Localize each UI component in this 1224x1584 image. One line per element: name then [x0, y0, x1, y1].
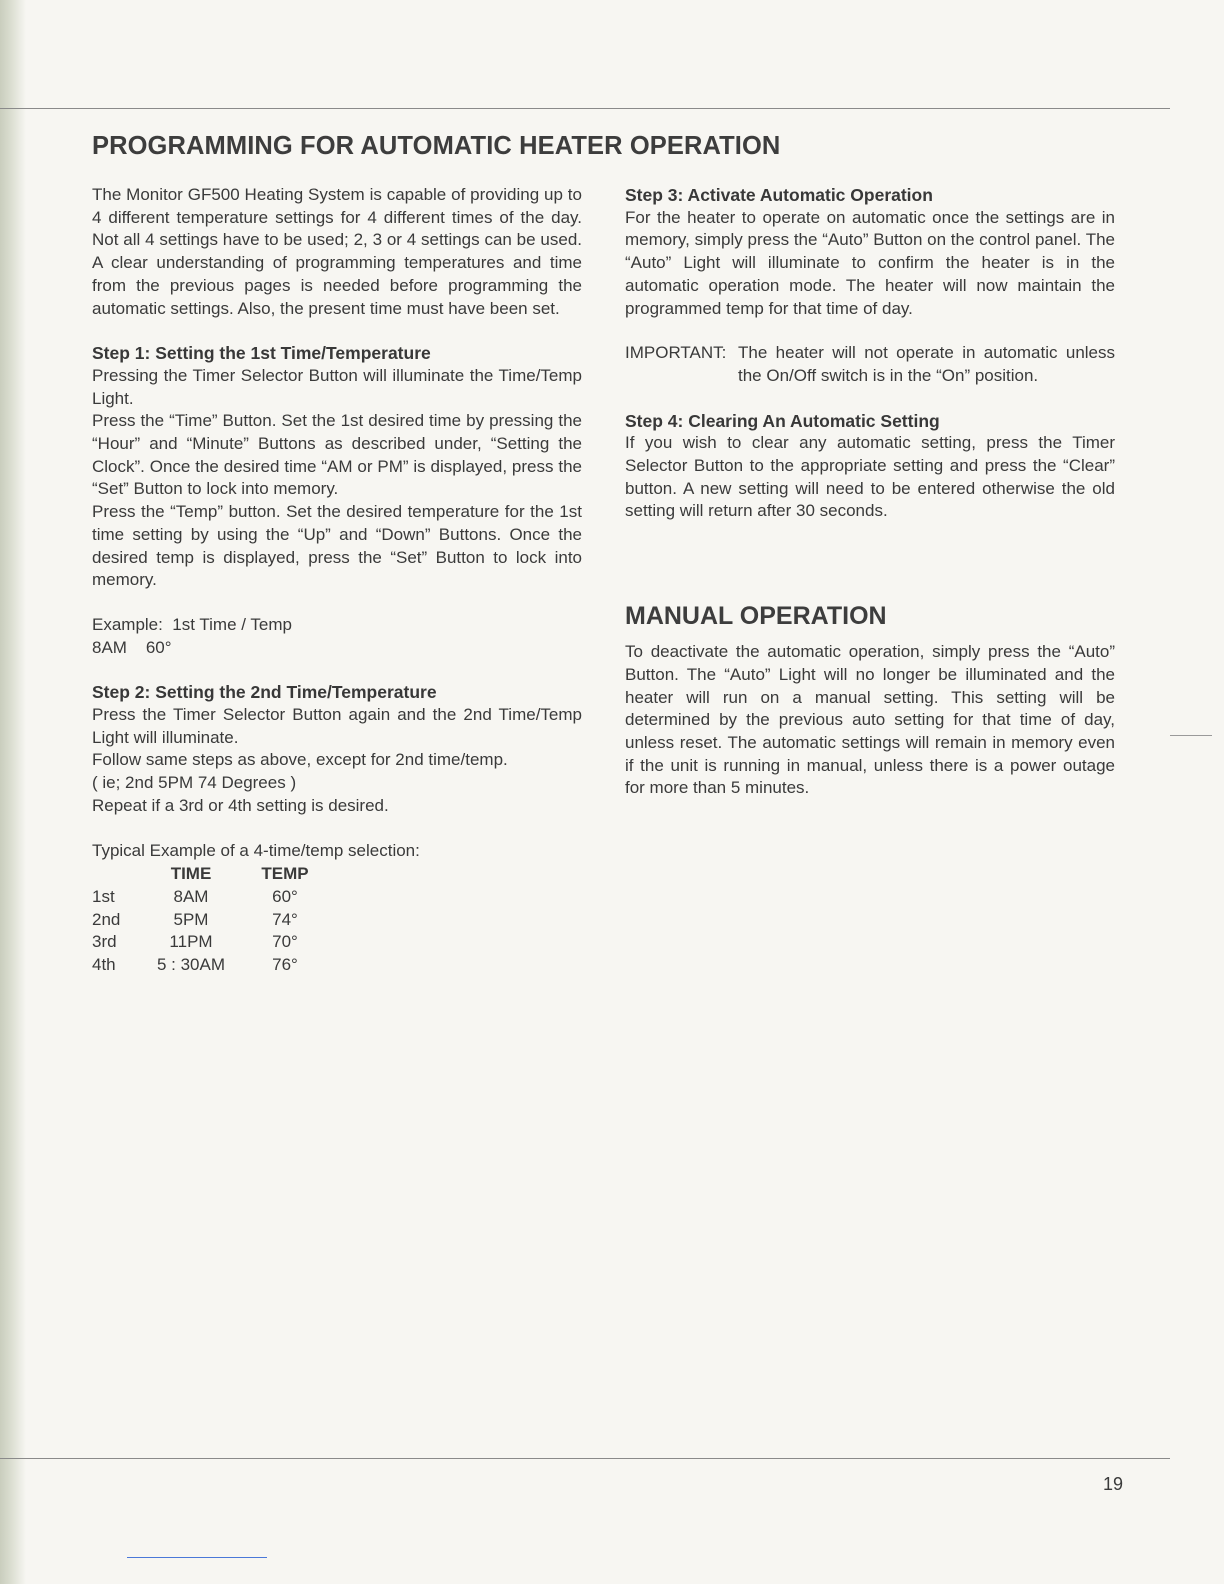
table-header-blank	[92, 863, 152, 886]
table-header-row	[92, 863, 340, 886]
table-row	[92, 954, 340, 977]
typical-table	[92, 863, 340, 977]
blue-margin-mark	[127, 1557, 267, 1558]
row-temp: 70°	[272, 932, 298, 952]
row-ordinal: 1st	[92, 886, 115, 906]
row-time: 5 : 30AM	[156, 955, 226, 975]
step4-heading: Step 4: Clearing An Automatic Setting	[625, 410, 940, 431]
table-header-time: TIME	[170, 864, 212, 884]
typical-caption: Typical Example of a 4-time/temp selection:	[92, 840, 420, 860]
row-time: 5PM	[173, 909, 209, 929]
step2-paragraph-2: Follow same steps as above, except for 2nd time/temp.	[92, 750, 508, 770]
step4-paragraph: If you wish to clear any automatic setting, press the Timer Selector Button to the appropriate setting and press the “Clear” button. A new setting will need to be entered otherwise the old setting will return after 30 seconds.	[625, 433, 1115, 521]
left-column	[92, 184, 582, 977]
example-value: 8AM 60°	[92, 637, 172, 657]
table-header-temp: TEMP	[261, 864, 309, 884]
important-note	[625, 342, 1115, 387]
page-title: PROGRAMMING FOR AUTOMATIC HEATER OPERATION	[92, 132, 781, 160]
step1-heading: Step 1: Setting the 1st Time/Temperature	[92, 343, 431, 364]
table-row	[92, 886, 340, 909]
example-label: Example: 1st Time / Temp	[92, 614, 292, 634]
step2-paragraph-1: Press the Timer Selector Button again and the 2nd Time/Temp Light will illuminate.	[92, 705, 582, 747]
row-ordinal: 3rd	[92, 932, 117, 952]
row-ordinal: 2nd	[92, 909, 121, 929]
step1-paragraph-3: Press the “Temp” button. Set the desired temperature for the 1st time setting by using the “Up” and “Down” Buttons. Once the desired temp is displayed, press the “Set” Button to lock into memory.	[92, 502, 582, 590]
binding-shadow	[0, 0, 26, 1584]
row-time: 8AM	[173, 886, 209, 906]
top-rule	[0, 108, 1170, 109]
page-number: 19	[1103, 1474, 1124, 1494]
manual-heading: MANUAL OPERATION	[625, 602, 887, 631]
step2-paragraph-3: ( ie; 2nd 5PM 74 Degrees )	[92, 773, 297, 793]
row-temp: 76°	[272, 955, 298, 975]
step2-heading: Step 2: Setting the 2nd Time/Temperature	[92, 682, 437, 703]
row-ordinal: 4th	[92, 955, 116, 975]
manual-paragraph: To deactivate the automatic operation, simply press the “Auto” Button. The “Auto” Light will no longer be illuminated and the heater will run on a manual setting. This setting will be determined by the previous auto setting for that time of day, unless reset. The automatic settings will remain in memory even if the unit is running in manual, unless there is a power outage for more than 5 minutes.	[625, 642, 1115, 798]
margin-mark	[1170, 735, 1212, 736]
table-row	[92, 931, 340, 954]
step1-paragraph-1: Pressing the Timer Selector Button will illuminate the Time/Temp Light.	[92, 365, 582, 408]
step3-paragraph: For the heater to operate on automatic once the settings are in memory, simply press the “Auto” Button on the control panel. The “Auto” Light will illuminate to confirm the heater is in the automatic operation mode. The heater will now maintain the programmed temp for that time of day.	[625, 207, 1115, 318]
step1-paragraph-2: Press the “Time” Button. Set the 1st desired time by pressing the “Hour” and “Minute” Buttons as described under, “Setting the Clock”. Once the desired time “AM or PM” is displayed, press the “Set” Button to lock into memory.	[92, 411, 582, 499]
step3-heading: Step 3: Activate Automatic Operation	[625, 185, 933, 205]
table-row	[92, 909, 340, 932]
important-text: The heater will not operate in automatic unless the On/Off switch is in the “On” position.	[738, 343, 1115, 385]
row-temp: 74°	[272, 909, 298, 929]
right-column	[625, 184, 1115, 800]
row-temp: 60°	[272, 886, 298, 906]
important-label: IMPORTANT:	[625, 343, 727, 363]
bottom-rule	[0, 1458, 1170, 1459]
row-time: 11PM	[169, 932, 213, 952]
step2-paragraph-4: Repeat if a 3rd or 4th setting is desired.	[92, 795, 389, 815]
intro-paragraph: The Monitor GF500 Heating System is capable of providing up to 4 different temperature settings for 4 different times of the day. Not all 4 settings have to be used; 2, 3 or 4 settings can be used. A clear understanding of programming temperatures and time from the previous pages is needed before programming the automatic settings. Also, the present time must have been set.	[92, 185, 582, 318]
